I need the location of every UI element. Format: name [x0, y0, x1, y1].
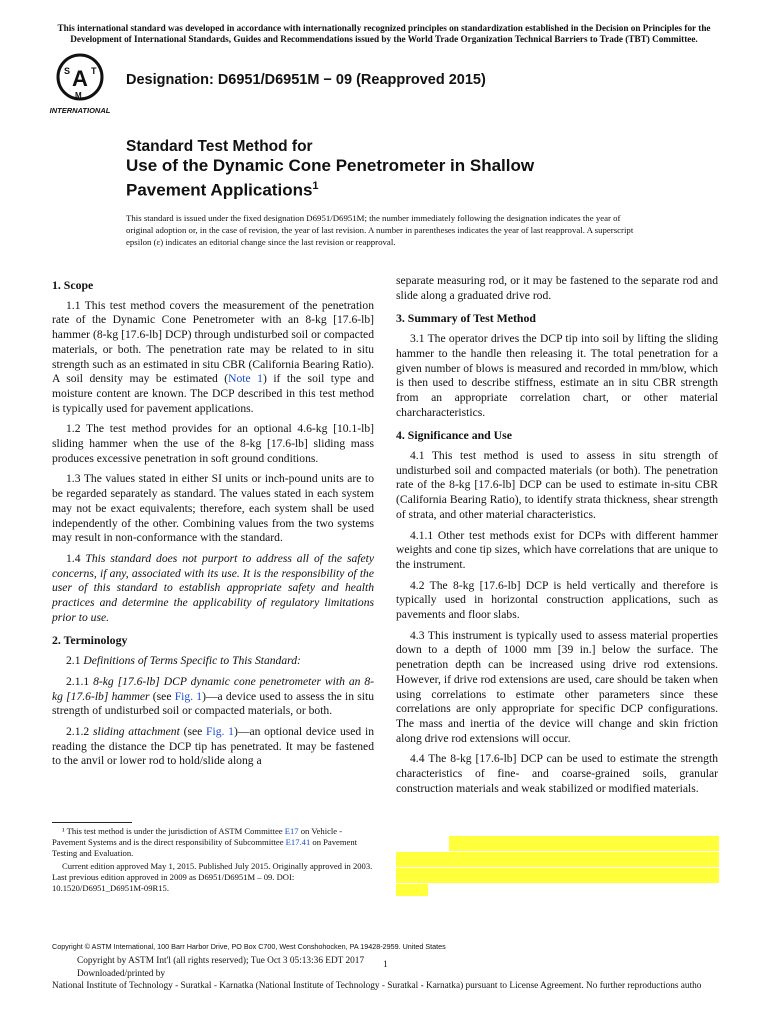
- para-1-4: [52, 552, 374, 626]
- para-2-1-1-b: )—a device used to assess the in situ strength of undisturbed soil or compacted materials, or both.: [52, 689, 375, 718]
- para-2-1-2-b: )—an optional device used in reading the distance the DCP tip has penetrated. It may be fastened to the anvil or lower rod to hold/slide along a: [52, 724, 374, 768]
- significance-heading: 4. Significance and Use: [396, 428, 513, 443]
- para-3-1: 3.1 The operator drives the DCP tip into soil by lifting the sliding hammer to the handle then releasing it. The total penetration for a given number of blows is measured and recorded in mm/blow, which is then used to describe stiffness, estimate an in situ CBR strength from an appropriate correlation chart, or other material charcharacteristics.: [396, 332, 718, 419]
- para-1-2: 1.2 The test method provides for an optional 4.6-kg [10.1-lb] sliding hammer when the use of the 8-kg [17.6-lb] sliding mass produces excessive penetration in soft ground conditions.: [52, 422, 374, 465]
- para-1-4-num: 1.4: [66, 551, 86, 565]
- footnote-2: Current edition approved May 1, 2015. Published July 2015. Originally approved in 2003. Last previous edition approved in 2009 as D6951/D6951M – 09. DOI: 10.1520/D6951_D6951M-09R15.: [52, 861, 373, 893]
- title-line-3: [126, 176, 534, 201]
- para-2-1-1-num: 2.1.1: [66, 674, 94, 688]
- tbt-notice: This international standard was developed in accordance with internationally recognized principles on standardization established in the Decision on Principles for the Development of International Standards, Guides and Recommendations issued by the World Trade Organization Technical Barriers to Trade (TBT) Committee.: [57, 23, 711, 44]
- title-footnote-mark: 1: [312, 180, 319, 192]
- para-4-2: 4.2 The 8-kg [17.6-lb] DCP is held vertically and therefore is typically used in horizontal construction applications, such as pavements and floor slabs.: [396, 578, 718, 622]
- fig-1-link-2[interactable]: Fig. 1: [206, 724, 234, 738]
- para-2-1-2-a: (see: [179, 724, 207, 738]
- para-2-1-2: [52, 725, 374, 769]
- para-1-1: [52, 299, 374, 417]
- para-1-4-text: This standard does not purport to address all of the safety concerns, if any, associated with its use. It is the responsibility of the user of this standard to establish appropriate safety and health practices and determine the applicability of regulatory limitations prior to use.: [52, 551, 375, 624]
- para-2-1-2-term: sliding attachment: [92, 724, 180, 738]
- download-line-1: Copyright by ASTM Int'l (all rights reserved); Tue Oct 3 05:13:36 EDT 2017: [77, 956, 365, 966]
- footnote-1-a: ¹ This test method is under the jurisdiction of ASTM Committee: [62, 826, 285, 836]
- svg-text:M: M: [75, 91, 82, 100]
- highlight-mark-3: [396, 868, 719, 883]
- highlight-mark-4: [396, 884, 428, 896]
- copyright-line: Copyright © ASTM International, 100 Barr Harbor Drive, PO Box C700, West Conshohocken, PA 19428-2959. United States: [52, 942, 446, 951]
- highlight-mark-1: [449, 836, 719, 851]
- svg-text:S: S: [64, 66, 71, 76]
- download-info: [52, 955, 757, 993]
- para-2-1-1-a: (see: [149, 689, 175, 703]
- footnote-1-c: on Pavement Testing and Evaluation.: [52, 837, 358, 858]
- para-2-1-1-term: 8-kg [17.6-lb] DCP dynamic cone penetrometer with an 8-kg [17.6-lb] hammer: [52, 674, 374, 703]
- footnote-1: [52, 826, 374, 859]
- footnote-divider: [52, 822, 132, 823]
- para-1-3: 1.3 The values stated in either SI units or inch-pound units are to be regarded separately as standard. The values stated in each system may not be exact equivalents; therefore, each system shall be used independently of the other. Combining values from the two systems may result in non-conformance with the standard.: [52, 472, 374, 545]
- para-4-4: 4.4 The 8-kg [17.6-lb] DCP can be used to estimate the strength characteristics of fine- and coarse-grained soils, granular construction materials and weak stabilized or modified materials.: [396, 752, 718, 795]
- fig-1-link[interactable]: Fig. 1: [174, 689, 203, 703]
- e17-41-link[interactable]: E17.41: [285, 837, 311, 847]
- left-column: [52, 270, 374, 775]
- title-line-2: Use of the Dynamic Cone Penetrometer in Shallow: [126, 156, 535, 175]
- footnote-1-b: on Vehicle - Pavement Systems and is the direct responsibility of Subcommittee: [52, 826, 343, 847]
- document-title: [126, 137, 534, 201]
- para-2-1-2-num: 2.1.2: [66, 724, 93, 738]
- right-column: [396, 274, 718, 803]
- para-2-1-text: Definitions of Terms Specific to This Standard:: [83, 654, 301, 668]
- standard-issue-note: This standard is issued under the fixed designation D6951/D6951M; the number immediately following the designation indicates the year of original adoption or, in the case of revision, the year of last revision. A number in parentheses indicates the year of last reapproval. A superscript epsilon (ε) indicates an editorial change since the last revision or reapproval.: [126, 213, 634, 247]
- para-1-1-b: ) if the soil type and moisture content are known. The DCP described in this test method is typically used for pavement applications.: [52, 372, 374, 415]
- page-number: 1: [383, 960, 388, 970]
- scope-heading: 1. Scope: [52, 278, 94, 292]
- para-2-1-num: 2.1: [66, 654, 84, 668]
- download-line-2: Downloaded/printed by: [77, 968, 166, 979]
- logo-caption: INTERNATIONAL: [49, 106, 111, 115]
- para-4-3: 4.3 This instrument is typically used to assess material properties down to a depth of 1000 mm [39 in.] below the surface. The penetration depth can be increased using drive rod extensions. However, if drive rod extensions are used, care should be taken when using correlations to estimate other parameters since these correlations are only appropriate for specific DCP configurations. The mass and inertia of the device will change and skin friction along drive rod extensions will occur.: [396, 628, 718, 745]
- highlight-mark-2: [396, 852, 719, 867]
- summary-heading: 3. Summary of Test Method: [396, 311, 536, 326]
- footnote: [52, 826, 374, 896]
- para-2-1-1: [52, 675, 374, 719]
- svg-text:A: A: [72, 66, 88, 91]
- para-4-1-1: 4.1.1 Other test methods exist for DCPs with different hammer weights and cone tip sizes, which have correlations that are unique to the instrument.: [396, 528, 718, 571]
- designation: Designation: D6951/D6951M − 09 (Reapproved 2015): [126, 72, 486, 88]
- title-line-1: Standard Test Method for: [126, 138, 313, 155]
- svg-text:T: T: [91, 66, 97, 76]
- note-1-link[interactable]: Note 1: [228, 372, 263, 386]
- download-line-3: National Institute of Technology - Suratkal - Karnatka (National Institute of Technology - Suratkal - Karnatka) pursuant to License Agreement. No further reproductions autho: [52, 981, 702, 991]
- e17-link[interactable]: E17: [284, 826, 299, 836]
- para-2-1-2-continued: separate measuring rod, or it may be fastened to the separate rod and slide along a graduated drive rod.: [396, 274, 718, 302]
- terminology-heading: 2. Terminology: [52, 633, 128, 648]
- astm-logo: [42, 50, 120, 118]
- para-2-1: [52, 654, 374, 669]
- title-line-3-text: Pavement Applications: [126, 180, 313, 200]
- para-1-1-a: 1.1 This test method covers the measurement of the penetration rate of the Dynamic Cone Penetrometer with an 8-kg [17.6-lb] hammer (8-kg [17.6-lb] DCP) through undisturbed soil or compacted materials, or both. The penetration rate may be related to in situ strength such as an estimated in situ CBR (California Bearing Ratio). A soil density may be estimated (: [52, 298, 374, 386]
- para-4-1: 4.1 This test method is used to assess in situ strength of undisturbed soil and compacted materials (or both). The penetration rate of the 8-kg [17.6-lb] DCP can be used to estimate in-situ CBR (California Bearing Ratio), to identify strata thickness, shear strength of strata, and other material characteristics.: [396, 449, 718, 521]
